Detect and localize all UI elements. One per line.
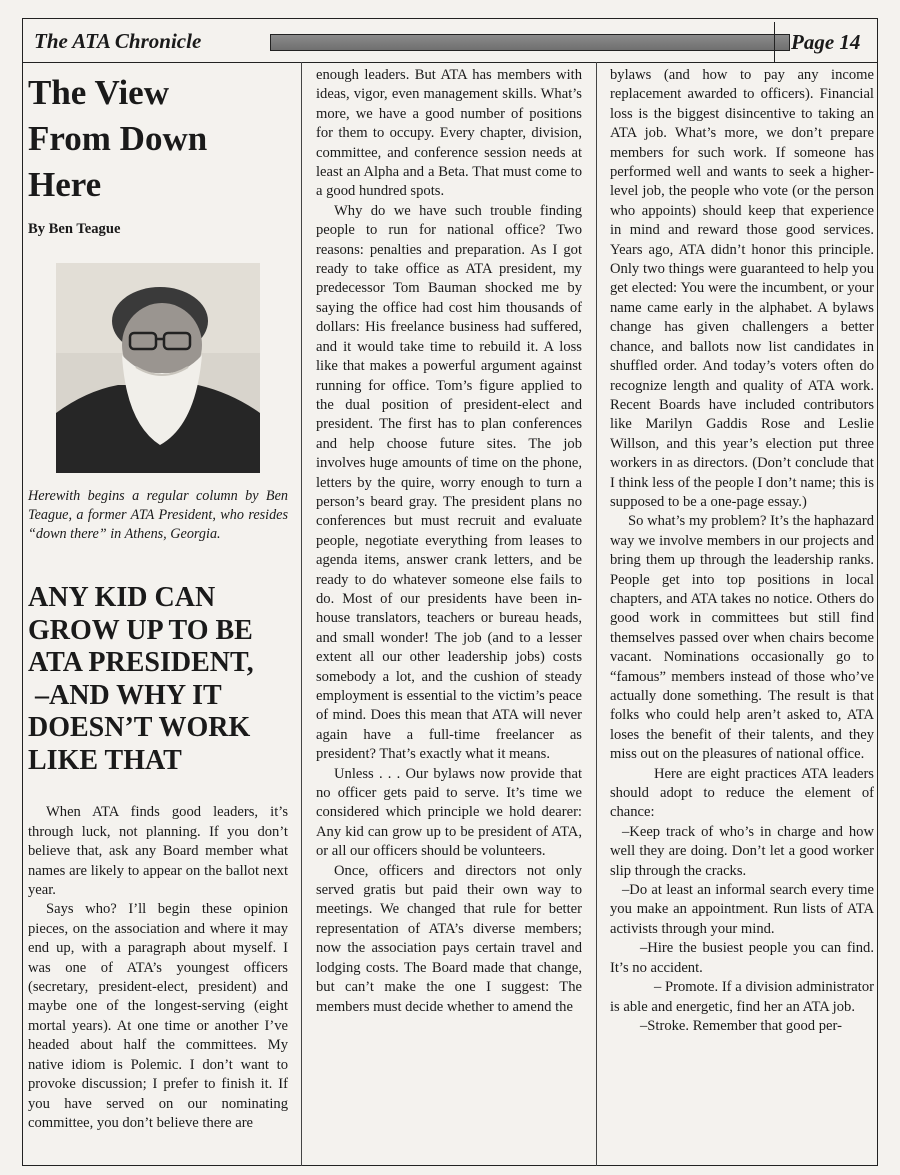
column-title-line: Here (28, 165, 102, 204)
header-rule (22, 62, 878, 63)
page-header (22, 22, 878, 62)
photo-caption: Herewith begins a regular column by Ben Teague, a former ATA President, who resides “down there” in Athens, Georgia. (28, 488, 288, 543)
body-paragraph: Says who? I’ll begin these opinion pieces, on the association and where it may end up, with a paragraph about myself. I was one of ATA’s youngest officers (secretary, president-elect, president) and maybe one of the longest-serving (eight mortal years). At one time or another I’ve headed about half the committees. My native idiom is Polemic. I don’t want to provoke discussion; I prefer to finish it. If you have served on our nominating committee, you don’t believe there are (28, 901, 288, 1131)
column-3 (610, 66, 874, 1036)
body-paragraph: Here are eight practices ATA leaders should adopt to reduce the element of chance: (610, 765, 874, 821)
practice-item: –Stroke. Remember that good per- (640, 1017, 842, 1034)
column-1 (28, 66, 288, 1133)
header-bar (270, 34, 790, 51)
headline-line: –AND WHY IT (28, 679, 222, 711)
column-title (28, 70, 288, 208)
body-paragraph: bylaws (and how to pay any income replacement awarded to officers). Financial loss is the biggest disincentive to taking an ATA job. What’s more, we don’t prepare members for such work. If someone has performed well and wants to seek a higher- level job, the people who vote (or the person who appoints) should keep that experience in mind and reward those good services. Years ago, ATA didn’t honor this principle. Only two things were guaranteed to help you get elected: You were the incumbent, or your name came early in the alphabet. A bylaws change has given challengers a better chance, and ballots now list candidates in shuffled order. And today’s voters often do recognize length and quality of ATA work. Recent Boards have included contributors like Marilyn Gaddis Rose and Leslie Willson, and this year’s election put three workers in as directors. (Don’t conclude that I think less of the people I don’t name; this is supposed to be a one-page essay.) (610, 67, 874, 510)
headline-line: DOESN’T WORK (28, 712, 251, 744)
practice-item: –Do at least an informal search every time you make an appointment. Run lists of ATA activists through your mind. (610, 882, 874, 937)
column-divider-2 (596, 62, 597, 1166)
publication-title: The ATA Chronicle (34, 29, 202, 53)
body-paragraph: Once, officers and directors not only served gratis but paid their own way to meetings. We changed that rule for better representation of ATA’s diverse members; now the association pays certain travel and lodging costs. The Board made that change, but can’t make the one I suggest: The members must decide whether to amend the (316, 862, 582, 1015)
author-portrait-image (56, 263, 260, 473)
body-paragraph: Unless . . . Our bylaws now provide that no officer gets paid to serve. It’s time we considered which principle we hold dearer: Any kid can grow up to be president of ATA, or all our officers should be volunteers. (316, 765, 582, 860)
practice-item: – Promote. If a division administrator is able and energetic, find her an ATA job. (610, 979, 874, 1015)
body-paragraph: Why do we have such trouble finding people to run for national office? Two reasons: penalties and preparation. As I got ready to take office as ATA president, my predecessor Tom Bauman shocked me by saying the office had cost him thousands of dollars: His freelance business had suffered, and it would take time to rebuild it. A loss like that makes a powerful argument against running for office. Tom’s figure applied to the dual position of president-elect and president. The first has to plan conferences and help choose future sites. The job involves huge amounts of time on the phone, letters by the quire, worry enough to turn a person’s beard gray. The president plans no conferences but must recruit and evaluate people, negotiate everything from leases to agenda items, answer crank letters, and be ready to do whatever someone else fails to do. Most of our presidents have been in-house translators, teachers or bureau heads, and small wonder! The job (and to a lesser extent all our other leadership jobs) costs somebody a lot, and the cushion of steady employment is essential to the victim’s peace of mind. Does this mean that ATA will never again have a full-time freelancer as president? That’s exactly what it means. (316, 202, 582, 763)
headline-line: ATA PRESIDENT, (28, 647, 254, 679)
article-headline (28, 582, 288, 777)
byline: By Ben Teague (28, 221, 121, 237)
headline-line: LIKE THAT (28, 744, 182, 776)
practice-item: –Hire the busiest people you can find. It’s no accident. (610, 940, 874, 976)
body-paragraph: So what’s my problem? It’s the haphazard way we involve members in our projects and bring them up through the leadership ranks. People get into top positions in local chapters, and ATA takes no notice. Others do good work in committees but still find themselves passed over when chairs become vacant. Nominations occasionally go to “famous” members instead of those who’ve actually done something. The result is that folks who could help aren’t asked to, ATA loses the benefit of their talents, and they miss out on the pleasures of national office. (610, 513, 874, 763)
page-number: Page 14 (791, 30, 861, 54)
headline-line: GROW UP TO BE (28, 614, 253, 646)
headline-line: ANY KID CAN (28, 582, 216, 614)
column-2 (316, 66, 582, 1017)
practice-item: –Keep track of who’s in charge and how well they are doing. Don’t let a good worker slip through the cracks. (610, 823, 874, 879)
body-paragraph: enough leaders. But ATA has members with ideas, vigor, even management skills. What’s more, we have a good number of positions for them to occupy. Every chapter, division, committee, and conference session needs at least an Alpha and a Beta. That must come to a good hundred spots. (316, 67, 582, 200)
column-divider-1 (301, 62, 302, 1166)
column-title-line: From Down (28, 119, 208, 158)
body-paragraph: When ATA finds good leaders, it’s through luck, not planning. If you don’t believe that, ask any Board member what names are likely to appear on the ballot next year. (28, 804, 288, 899)
column-title-line: The View (28, 73, 169, 112)
author-photo (56, 263, 260, 473)
page-number-box (774, 22, 878, 62)
